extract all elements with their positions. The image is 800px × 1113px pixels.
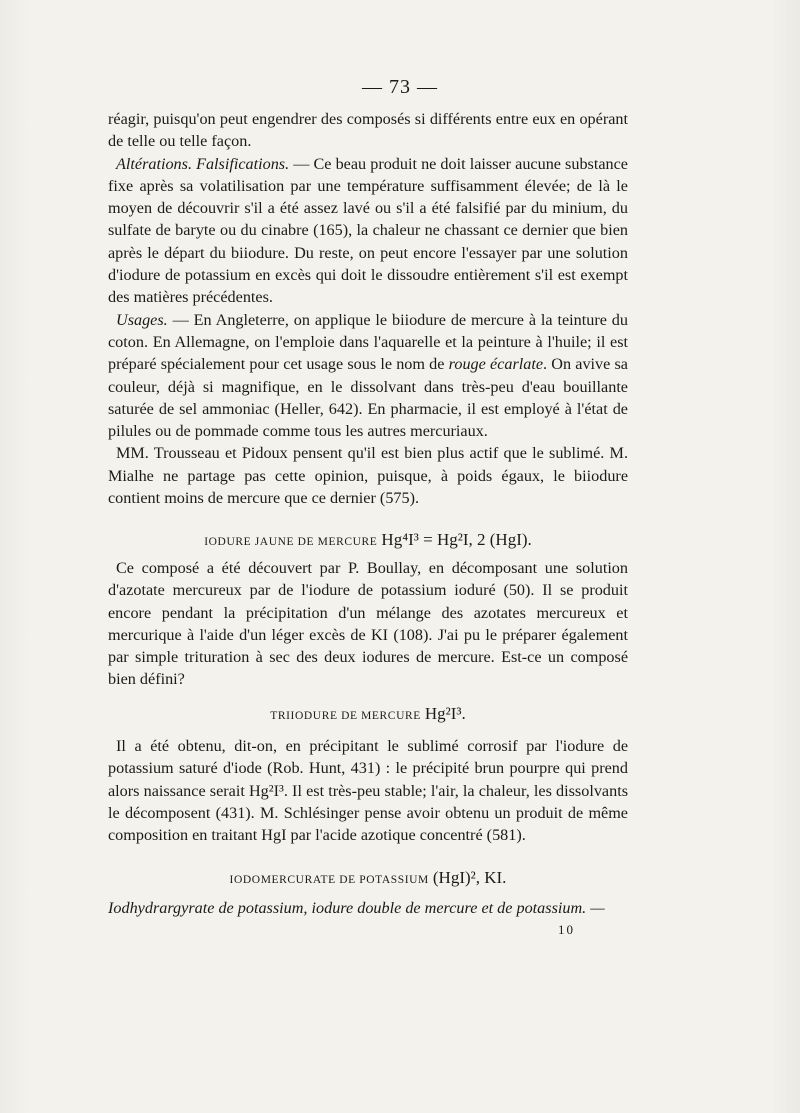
heading-iodomercurate-label: IODOMERCURATE DE POTASSIUM bbox=[229, 874, 429, 886]
usages-body-a: — En Angleterre, on applique le biiodure de mercure à la teinture du coton. En Allemagne, on l'emploie dans l'aquarelle et la peinture à l'huile; il est préparé spécialement pour cet usage sous le nom de bbox=[108, 310, 628, 374]
text-block-top bbox=[108, 108, 628, 509]
paragraph-iodhydrargyrate: Iodhydrargyrate de potassium, iodure double de mercure et de potassium. — bbox=[108, 899, 605, 917]
heading-triiodure-label: TRIIODURE DE MERCURE bbox=[270, 710, 421, 722]
text-block-iodure-jaune bbox=[108, 557, 628, 691]
rouge-ecarlate: rouge écarlate bbox=[448, 355, 544, 374]
usages-lead: Usages. bbox=[116, 310, 168, 329]
paragraph-boullay: Ce composé a été découvert par P. Boullay, en décomposant une solution d'azotate mercureux par de l'iodure de potassium ioduré (50). Il se produit encore pendant la précipitation d'un mélange des azotates mercureux et mercurique à l'aide d'un léger excès de KI (108). J'ai pu le préparer également par simple trituration à sec des deux iodures de mercure. Est-ce un composé bien défini? bbox=[108, 559, 628, 689]
paragraph-usages bbox=[108, 309, 628, 443]
heading-iodure-jaune-label: IODURE JAUNE DE MERCURE bbox=[204, 536, 378, 548]
page-number: — 73 — bbox=[362, 76, 438, 98]
heading-triiodure-formula: Hg²I³. bbox=[424, 704, 466, 723]
usages-body-b: . On avive sa couleur, déjà si magnifique, en le dissolvant dans très-peu d'eau bouillante saturée de sel ammoniac (Heller, 642). En pharmacie, il est employé à l'état de pilules ou de pommade comme tous les autres mercuriaux. bbox=[108, 355, 628, 441]
heading-iodure-jaune bbox=[108, 530, 628, 550]
text-block-triiodure bbox=[108, 735, 628, 846]
paragraph-alterations bbox=[108, 153, 628, 309]
heading-iodure-jaune-formula: Hg⁴I³ = Hg²I, 2 (HgI). bbox=[381, 530, 532, 549]
signature-mark: 10 bbox=[558, 922, 575, 937]
heading-iodomercurate-formula: (HgI)², KI. bbox=[432, 868, 507, 887]
text-block-iodomercurate bbox=[108, 897, 628, 919]
alterations-lead: Altérations. Falsifications. bbox=[116, 154, 290, 173]
heading-triiodure bbox=[108, 704, 628, 724]
alterations-body: — Ce beau produit ne doit laisser aucune substance fixe après sa volatilisation par une température suffisamment élevée; de là le moyen de découvrir s'il a été assez lavé ou s'il a été falsifié par du minium, du sulfate de baryte ou du cinabre (165), la chaleur ne chassant ce dernier que bien après le départ du biiodure. Du reste, on peut encore l'essayer par une solution d'iodure de potassium en excès qui doit le dissoudre entièrement s'il est exempt des matières précédentes. bbox=[108, 154, 628, 307]
paragraph-hunt: Il a été obtenu, dit-on, en précipitant le sublimé corrosif par l'iodure de potassium saturé d'iode (Rob. Hunt, 431) : le précipité brun pourpre qui prend alors naissance serait Hg²I³. Il est très-peu stable; l'air, la chaleur, les dissolvants le décomposent (431). M. Schlésinger pense avoir obtenu un produit de même composition en traitant HgI par l'acide azotique concentré (581). bbox=[108, 737, 628, 845]
paragraph-trousseau: MM. Trousseau et Pidoux pensent qu'il est bien plus actif que le sublimé. M. Mialhe ne partage pas cette opinion, puisque, à poids égaux, le biiodure contient moins de mercure que ce dernier (575). bbox=[108, 444, 628, 508]
heading-iodomercurate bbox=[108, 868, 628, 888]
paragraph-1: réagir, puisqu'on peut engendrer des composés si différents entre eux en opérant de telle ou telle façon. bbox=[108, 110, 628, 151]
